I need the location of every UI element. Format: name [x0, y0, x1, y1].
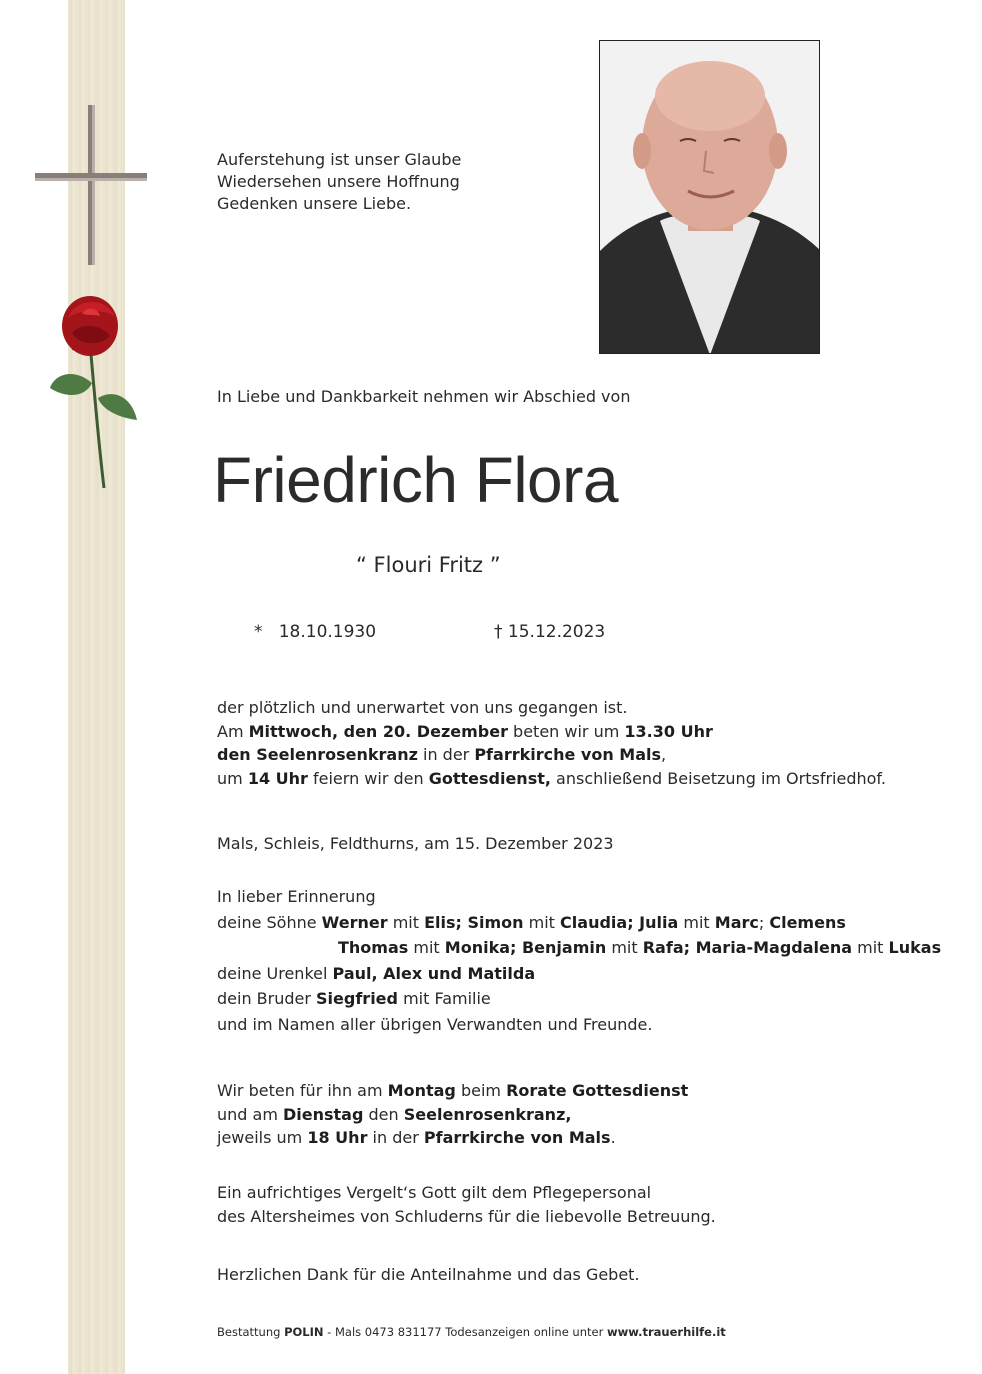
family-sons: deine Söhne Werner mit Elis; Simon mit Claudia; Julia mit Marc; Clemens — [217, 912, 846, 932]
intro-text: In Liebe und Dankbarkeit nehmen wir Abschied von — [217, 387, 631, 406]
footer-funeral-home: Bestattung POLIN - Mals 0473 831177 Todesanzeigen online unter www.trauerhilfe.it — [217, 1325, 726, 1339]
prayer-line: und am Dienstag den Seelenrosenkranz, — [217, 1104, 572, 1124]
birth-date — [254, 622, 376, 642]
announcement-line: der plötzlich und unerwartet von uns gegangen ist. — [217, 698, 628, 717]
care-thanks — [217, 1181, 716, 1228]
prayer-line: jeweils um 18 Uhr in der Pfarrkirche von Mals. — [217, 1128, 616, 1147]
family-others: und im Namen aller übrigen Verwandten und Freunde. — [217, 1014, 653, 1034]
announcement-line: Am Mittwoch, den 20. Dezember beten wir um 13.30 Uhr — [217, 721, 713, 741]
place-date: Mals, Schleis, Feldthurns, am 15. Dezember 2023 — [217, 834, 614, 853]
announcement — [217, 696, 886, 790]
birth-symbol: * — [254, 622, 263, 642]
closing-thanks: Herzlichen Dank für die Anteilnahme und das Gebet. — [217, 1265, 640, 1284]
death-date-value: 15.12.2023 — [507, 622, 606, 642]
family-sons-continued: Thomas mit Monika; Benjamin mit Rafa; Maria-Magdalena mit Lukas — [338, 938, 942, 957]
family-list — [217, 884, 941, 1037]
care-thanks-line: des Altersheimes von Schluderns für die liebevolle Betreuung. — [217, 1206, 716, 1226]
death-date — [494, 622, 605, 642]
portrait-photo — [599, 40, 820, 354]
prayer-line: Wir beten für ihn am Montag beim Rorate Gottesdienst — [217, 1081, 689, 1100]
deceased-name: Friedrich Flora — [213, 444, 619, 516]
rose-icon — [40, 288, 150, 498]
motto-line: Auferstehung ist unser Glaube — [217, 150, 462, 169]
motto-line: Gedenken unsere Liebe. — [217, 194, 412, 213]
motto — [217, 149, 461, 215]
family-brother: dein Bruder Siegfried mit Familie — [217, 989, 491, 1008]
announcement-line: den Seelenrosenkranz in der Pfarrkirche von Mals, — [217, 745, 667, 764]
care-thanks-line: Ein aufrichtiges Vergelt‘s Gott gilt dem Pflegepersonal — [217, 1183, 652, 1202]
announcement-line: um 14 Uhr feiern wir den Gottesdienst, anschließend Beisetzung im Ortsfriedhof. — [217, 768, 886, 788]
family-heading: In lieber Erinnerung — [217, 887, 376, 906]
birth-date-value: 18.10.1930 — [278, 622, 377, 642]
website-link[interactable]: www.trauerhilfe.it — [606, 1325, 726, 1339]
cross-icon — [30, 100, 150, 270]
family-great-grandchildren: deine Urenkel Paul, Alex und Matilda — [217, 963, 536, 983]
nickname: “ Flouri Fritz ” — [356, 553, 501, 577]
death-symbol: † — [494, 622, 503, 642]
prayer-schedule — [217, 1079, 688, 1150]
motto-line: Wiedersehen unsere Hoffnung — [217, 172, 460, 191]
